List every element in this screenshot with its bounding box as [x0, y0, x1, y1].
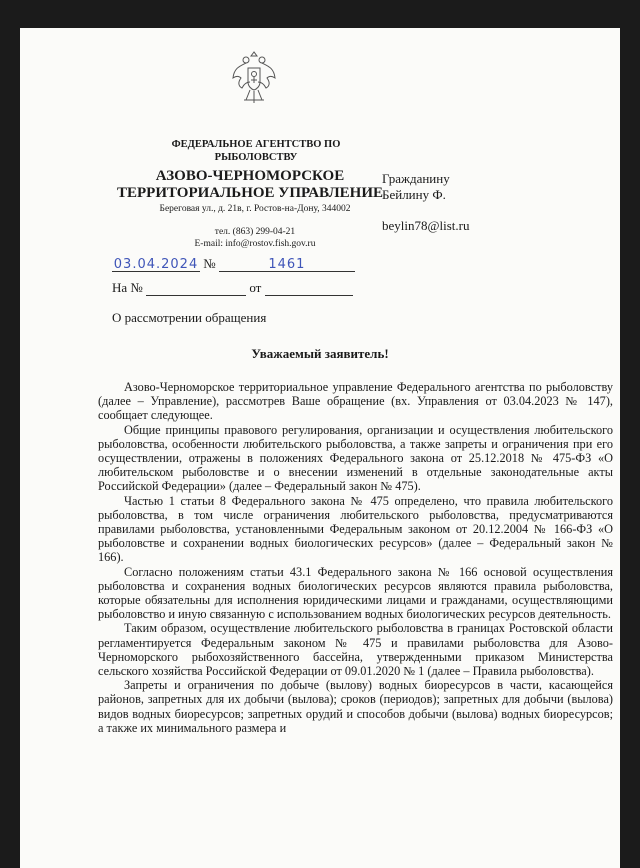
from-label: от	[249, 280, 262, 295]
handwritten-date: 03.04.2024	[113, 257, 199, 272]
reply-number-blank	[146, 281, 246, 296]
paragraph: Таким образом, осуществление любительского рыболовства в границах Ростовской области регламентируется Федеральным законом № 475 и правилами рыболовства для Азово-Черноморского рыбохозяйственного бассейна, утвержденными приказом Министерства сельского хозяйства Российской Федерации от 09.01.2020 № 1 (далее – Правила рыболовства).	[98, 621, 613, 679]
letter-body	[98, 380, 613, 735]
contact-block	[140, 226, 370, 250]
agency-name: ФЕДЕРАЛЬНОЕ АГЕНТСТВО ПО РЫБОЛОВСТВУ	[171, 139, 341, 163]
reply-date-blank	[265, 281, 353, 296]
recipient-block	[382, 171, 450, 203]
reply-label: На №	[112, 280, 143, 295]
department-phone: тел. (863) 299-04-21	[214, 227, 296, 237]
paragraph: Запреты и ограничения по добыче (вылову) водных биоресурсов в части, касающейся районов, запретных для их добычи (вылова); сроков (периодов); запретных для добычи (вылова) видов водных биоресурсов; запретных орудий и способов добычи (вылова) водных биоресурсов; а также их минимального размера и	[98, 678, 613, 735]
paragraph: Частью 1 статьи 8 Федерального закона № 475 определено, что правила любительского рыболовства, в том числе ограничения любительского рыболовства, предусматриваются правилами рыболовства, установленными Федеральным законом от 20.12.2004 № 166-ФЗ «О рыболовстве и сохранении водных биологических ресурсов» (далее – Федеральный закон № 166).	[98, 493, 613, 565]
department-name: АЗОВО-ЧЕРНОМОРСКОЕ ТЕРРИТОРИАЛЬНОЕ УПРАВЛЕНИЕ	[116, 168, 384, 201]
recipient-email: beylin78@list.ru	[382, 218, 470, 233]
letter-page	[20, 28, 620, 868]
incoming-reg-line	[112, 280, 353, 296]
paragraph: Согласно положениям статьи 43.1 Федерального закона № 166 основой осуществления рыболовства и сохранения водных биологических ресурсов являются правила рыболовства, которые обязательны для исполнения юридическими лицами и гражданами, осуществляющими рыболовство и иную связанную с использованием водных биологических ресурсов деятельность.	[98, 564, 613, 622]
handwritten-number: 1461	[219, 257, 355, 272]
coat-of-arms-emblem	[230, 48, 278, 108]
recipient-title: Гражданину	[382, 171, 450, 186]
outgoing-reg-line	[112, 256, 355, 272]
department-address: Береговая ул., д. 21в, г. Ростов-на-Дону, 344002	[159, 204, 351, 214]
paragraph: Азово-Черноморское территориальное управление Федерального агентства по рыболовству (далее – Управление), рассмотрев Ваше обращение (вх. Управления от 03.04.2023 № 147), сообщает следующее.	[98, 380, 613, 423]
salutation: Уважаемый заявитель!	[251, 346, 389, 361]
subject-line: О рассмотрении обращения	[112, 310, 267, 325]
paragraph: Общие принципы правового регулирования, организации и осуществления любительского рыболовства, особенности любительского рыболовства, а также запреты и ограничения при его осуществлении, отражены в положениях Федерального закона от 25.12.2018 № 475-ФЗ «О любительском рыболовстве и о внесении изменений в отдельные законодательные акты Российской Федерации» (далее – Федеральный закон № 475).	[98, 422, 613, 494]
number-sign: №	[203, 256, 216, 271]
department-email: E-mail: info@rostov.fish.gov.ru	[194, 239, 316, 249]
recipient-name: Бейлину Ф.	[382, 187, 446, 202]
